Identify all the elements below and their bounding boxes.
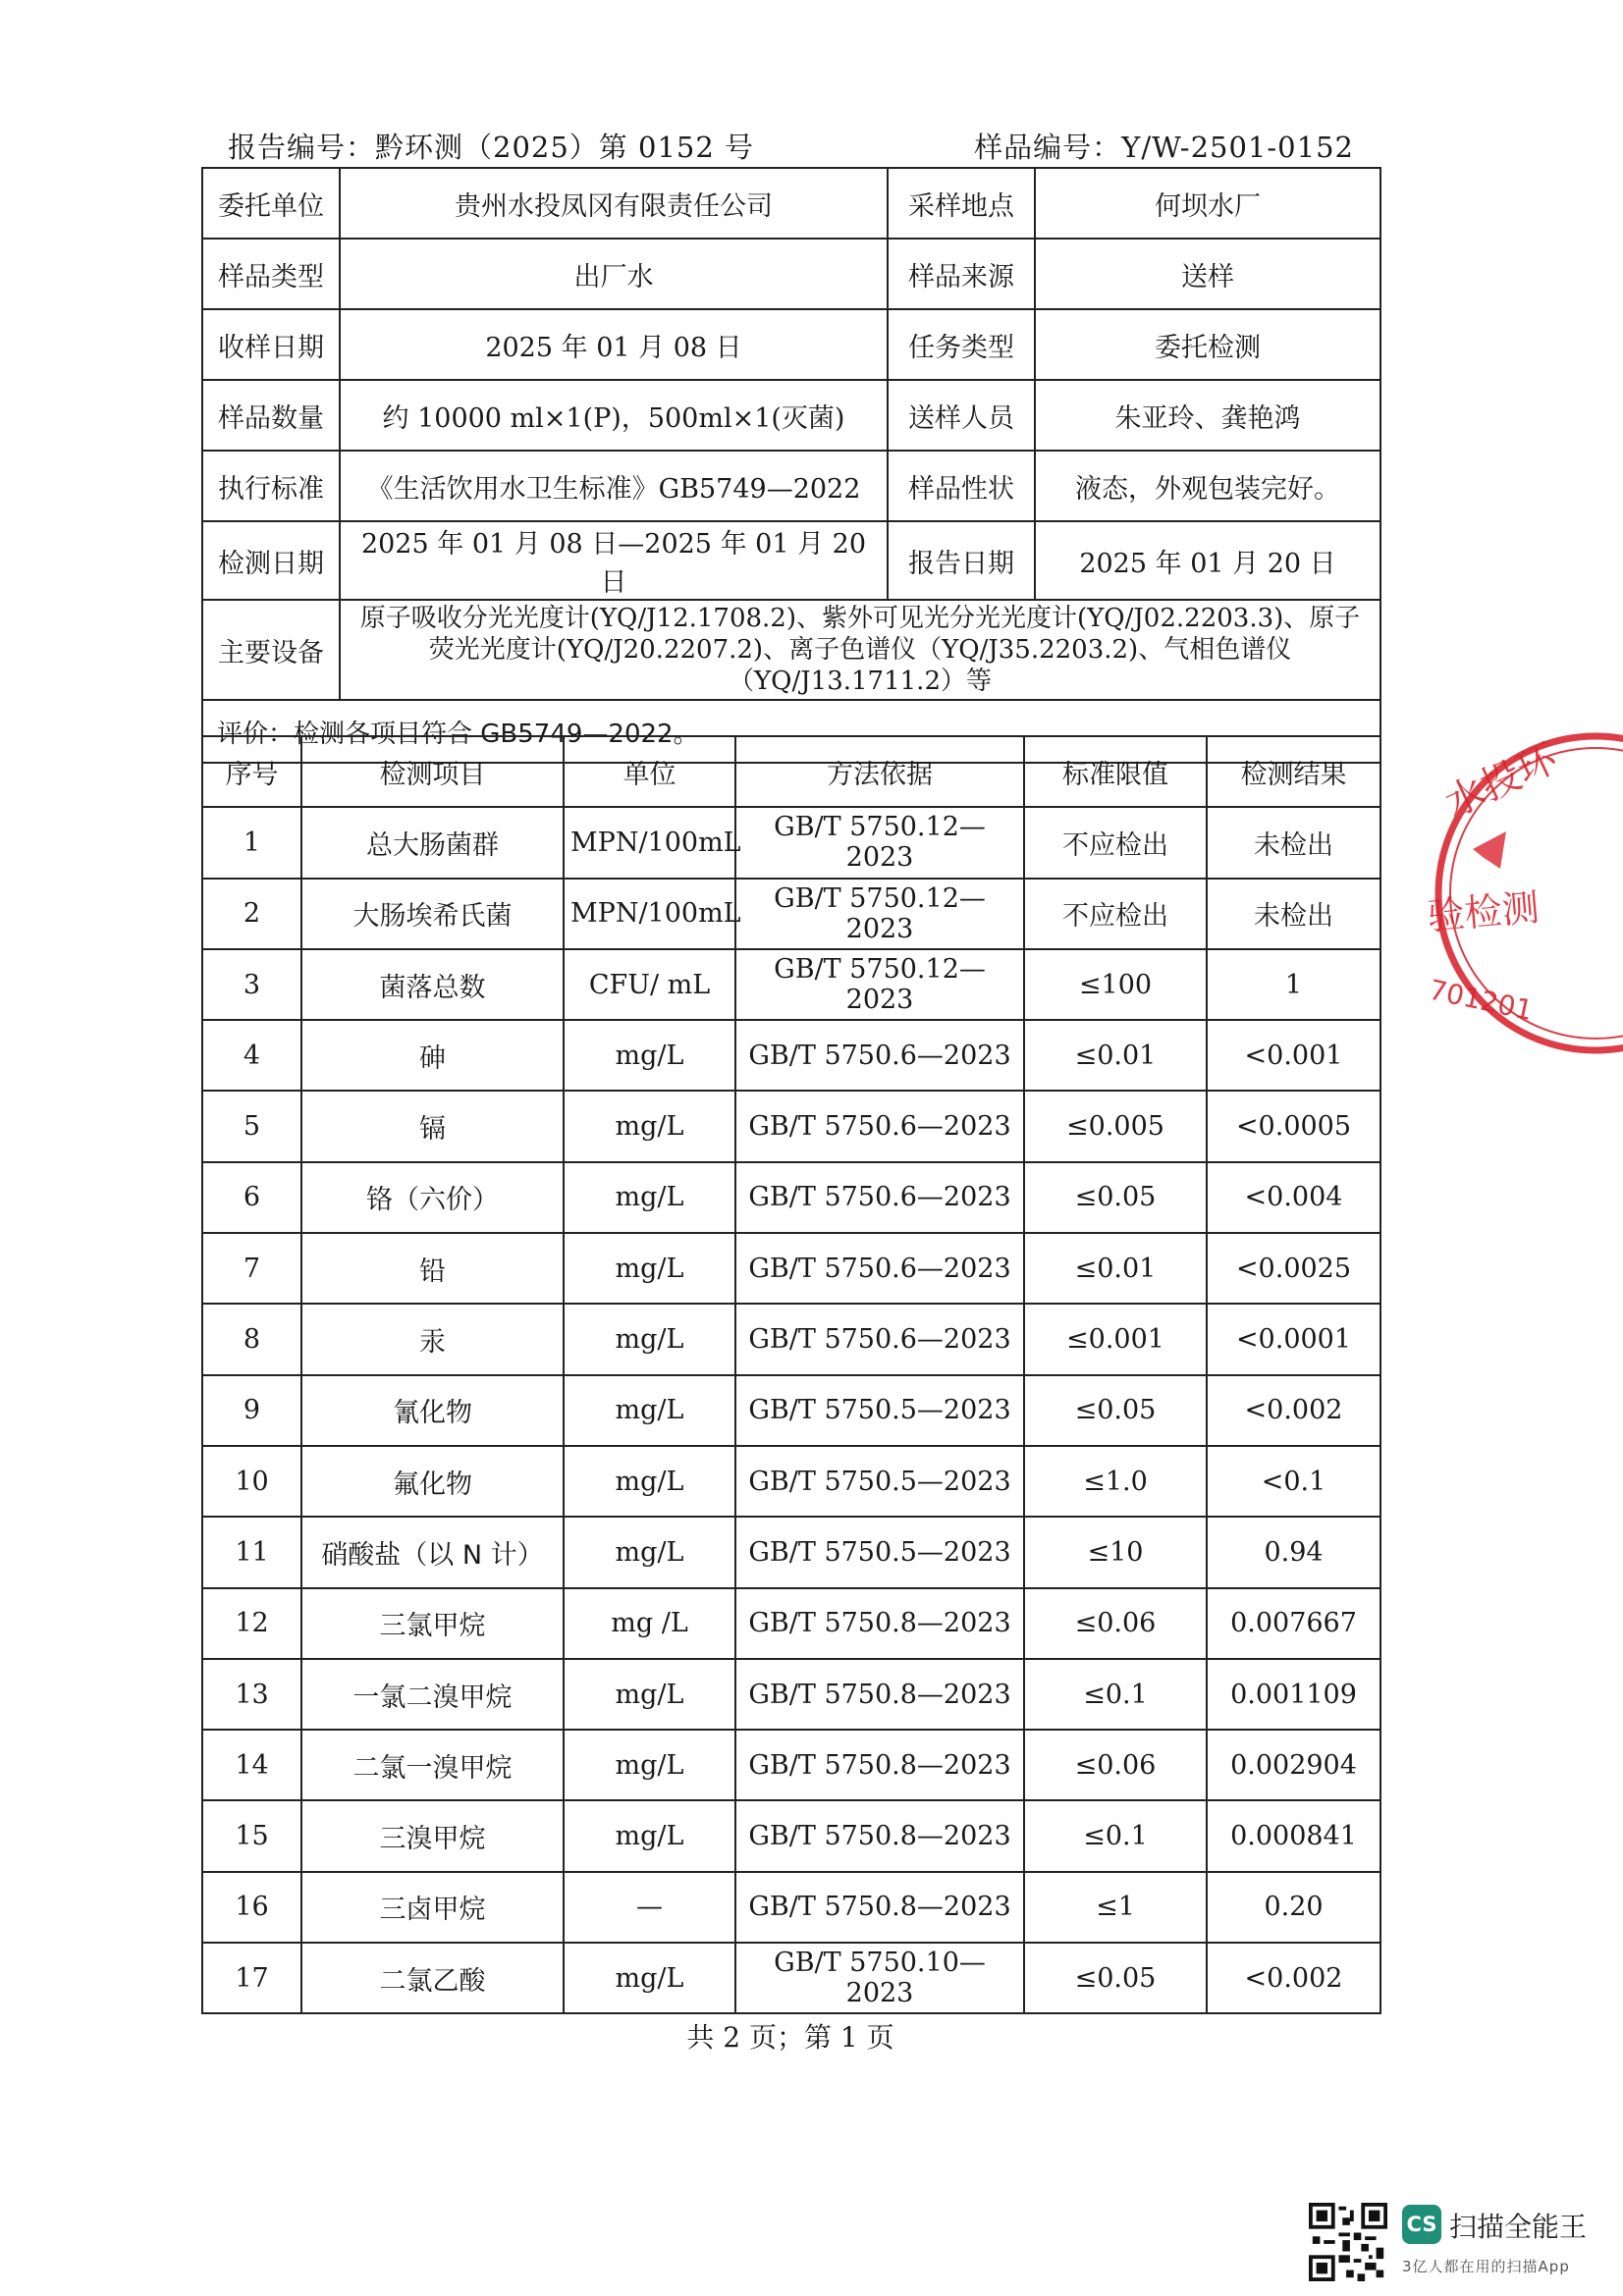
row-index: 11: [202, 1517, 301, 1587]
row-index: 3: [202, 949, 301, 1020]
qr-code-icon: [1309, 2203, 1387, 2281]
row-index: 13: [202, 1659, 301, 1730]
row-item: 氟化物: [301, 1446, 564, 1517]
row-limit: ≤0.06: [1024, 1588, 1207, 1659]
row-unit: mg/L: [564, 1659, 735, 1730]
row-index: 16: [202, 1872, 301, 1943]
row-unit: mg/L: [564, 1446, 735, 1517]
row-result: <0.0025: [1207, 1233, 1380, 1304]
table-row: [202, 949, 1380, 1020]
sample-type-label: 样品类型: [202, 239, 340, 309]
seal-text-2: 验检测: [1425, 885, 1542, 938]
row-item: 二氯一溴甲烷: [301, 1730, 564, 1800]
row-result: 0.001109: [1207, 1659, 1380, 1730]
sample-source-label: 样品来源: [888, 239, 1035, 309]
header-index: 序号: [202, 736, 301, 807]
row-limit: ≤1.0: [1024, 1446, 1207, 1517]
row-method: GB/T 5750.10—2023: [735, 1943, 1024, 2013]
row-result: <0.001: [1207, 1020, 1380, 1091]
row-result: <0.004: [1207, 1162, 1380, 1233]
sender-value: 朱亚玲、龚艳鸿: [1035, 380, 1380, 451]
standard-value: 《生活饮用水卫生标准》GB5749—2022: [340, 451, 888, 521]
header-result: 检测结果: [1207, 736, 1380, 807]
row-index: 9: [202, 1375, 301, 1446]
row-limit: ≤0.001: [1024, 1304, 1207, 1374]
row-limit: ≤10: [1024, 1517, 1207, 1587]
table-row: [202, 879, 1380, 949]
row-limit: ≤0.1: [1024, 1800, 1207, 1871]
row-limit: ≤100: [1024, 949, 1207, 1020]
row-limit: ≤0.05: [1024, 1375, 1207, 1446]
row-index: 7: [202, 1233, 301, 1304]
receive-date-value: 2025 年 01 月 08 日: [340, 309, 888, 380]
row-index: 4: [202, 1020, 301, 1091]
equipment-label: 主要设备: [202, 600, 340, 700]
row-item: 氰化物: [301, 1375, 564, 1446]
row-method: GB/T 5750.8—2023: [735, 1872, 1024, 1943]
receive-date-label: 收样日期: [202, 309, 340, 380]
camscanner-logo-icon: CS: [1402, 2205, 1441, 2244]
row-item: 三卤甲烷: [301, 1872, 564, 1943]
row-item: 镉: [301, 1091, 564, 1161]
row-result: <0.0001: [1207, 1304, 1380, 1374]
row-index: 2: [202, 879, 301, 949]
seal-text-1: 水投环: [1437, 735, 1564, 828]
table-row: [202, 1800, 1380, 1871]
scanner-app-name: 扫描全能王: [1449, 2211, 1588, 2243]
row-unit: mg/L: [564, 1162, 735, 1233]
row-result: <0.1: [1207, 1446, 1380, 1517]
page-footer: 共 2 页；第 1 页: [686, 2021, 894, 2054]
row-method: GB/T 5750.6—2023: [735, 1304, 1024, 1374]
row-unit: MPN/100mL: [564, 807, 735, 878]
row-unit: mg/L: [564, 1375, 735, 1446]
row-result: 0.007667: [1207, 1588, 1380, 1659]
row-limit: ≤0.05: [1024, 1943, 1207, 2013]
row-unit: mg /L: [564, 1588, 735, 1659]
row-item: 铬（六价）: [301, 1162, 564, 1233]
table-row: [202, 1943, 1380, 2013]
row-method: GB/T 5750.8—2023: [735, 1588, 1024, 1659]
site-label: 采样地点: [888, 168, 1035, 239]
table-row: [202, 1091, 1380, 1161]
row-limit: ≤0.1: [1024, 1659, 1207, 1730]
sender-label: 送样人员: [888, 380, 1035, 451]
sample-property-value: 液态，外观包装完好。: [1035, 451, 1380, 521]
header-method: 方法依据: [735, 736, 1024, 807]
row-index: 6: [202, 1162, 301, 1233]
row-limit: ≤0.06: [1024, 1730, 1207, 1800]
equipment-value: 原子吸收分光光度计(YQ/J12.1708.2)、紫外可见光分光光度计(YQ/J02.2203.3)、原子荧光光度计(YQ/J20.2207.2)、离子色谱仪（YQ/J35.2203.2)、气相色谱仪（YQ/J13.1711.2）等: [340, 600, 1380, 700]
table-row: [202, 1233, 1380, 1304]
table-row: [202, 1446, 1380, 1517]
table-row: [202, 1375, 1380, 1446]
row-item: 三溴甲烷: [301, 1800, 564, 1871]
row-item: 总大肠菌群: [301, 807, 564, 878]
row-unit: mg/L: [564, 1730, 735, 1800]
table-row: [202, 1659, 1380, 1730]
row-item: 砷: [301, 1020, 564, 1091]
row-result: <0.0005: [1207, 1091, 1380, 1161]
row-item: 硝酸盐（以 N 计）: [301, 1517, 564, 1587]
row-result: <0.002: [1207, 1943, 1380, 2013]
header-limit: 标准限值: [1024, 736, 1207, 807]
row-index: 8: [202, 1304, 301, 1374]
row-unit: MPN/100mL: [564, 879, 735, 949]
row-item: 三氯甲烷: [301, 1588, 564, 1659]
table-row: [202, 807, 1380, 878]
row-method: GB/T 5750.5—2023: [735, 1446, 1024, 1517]
seal-text-3: 701201: [1426, 973, 1536, 1028]
test-date-label: 检测日期: [202, 521, 340, 600]
client-value: 贵州水投凤冈有限责任公司: [340, 168, 888, 239]
row-item: 二氯乙酸: [301, 1943, 564, 2013]
row-limit: ≤0.005: [1024, 1091, 1207, 1161]
task-type-label: 任务类型: [888, 309, 1035, 380]
row-index: 15: [202, 1800, 301, 1871]
row-limit: ≤0.01: [1024, 1020, 1207, 1091]
report-number: 报告编号：黔环测（2025）第 0152 号: [228, 131, 755, 164]
row-limit: ≤0.05: [1024, 1162, 1207, 1233]
table-row: [202, 1020, 1380, 1091]
row-method: GB/T 5750.5—2023: [735, 1517, 1024, 1587]
table-row: [202, 1304, 1380, 1374]
sample-source-value: 送样: [1035, 239, 1380, 309]
row-result: 0.94: [1207, 1517, 1380, 1587]
row-unit: mg/L: [564, 1517, 735, 1587]
table-row: [202, 1162, 1380, 1233]
row-index: 10: [202, 1446, 301, 1517]
report-date-label: 报告日期: [888, 521, 1035, 600]
row-index: 12: [202, 1588, 301, 1659]
site-value: 何坝水厂: [1035, 168, 1380, 239]
row-unit: CFU/ mL: [564, 949, 735, 1020]
row-limit: 不应检出: [1024, 879, 1207, 949]
scanner-tagline: 3亿人都在用的扫描App: [1402, 2258, 1570, 2275]
table-row: [202, 1730, 1380, 1800]
table-row: [202, 1872, 1380, 1943]
results-header-row: [202, 736, 1380, 807]
sample-number: 样品编号：Y/W-2501-0152: [974, 131, 1354, 164]
header-item: 检测项目: [301, 736, 564, 807]
row-limit: ≤0.01: [1024, 1233, 1207, 1304]
sample-quantity-label: 样品数量: [202, 380, 340, 451]
row-method: GB/T 5750.8—2023: [735, 1730, 1024, 1800]
row-item: 铅: [301, 1233, 564, 1304]
row-result: 未检出: [1207, 807, 1380, 878]
row-item: 汞: [301, 1304, 564, 1374]
row-unit: mg/L: [564, 1943, 735, 2013]
row-index: 14: [202, 1730, 301, 1800]
row-unit: mg/L: [564, 1020, 735, 1091]
row-item: 大肠埃希氏菌: [301, 879, 564, 949]
row-method: GB/T 5750.6—2023: [735, 1091, 1024, 1161]
row-result: <0.002: [1207, 1375, 1380, 1446]
row-result: 0.000841: [1207, 1800, 1380, 1871]
sample-quantity-value: 约 10000 ml×1(P)，500ml×1(灭菌): [340, 380, 888, 451]
row-unit: mg/L: [564, 1304, 735, 1374]
client-label: 委托单位: [202, 168, 340, 239]
header-unit: 单位: [564, 736, 735, 807]
row-method: GB/T 5750.12—2023: [735, 879, 1024, 949]
row-index: 1: [202, 807, 301, 878]
sample-property-label: 样品性状: [888, 451, 1035, 521]
row-method: GB/T 5750.8—2023: [735, 1800, 1024, 1871]
sample-info-table: [201, 167, 1381, 764]
row-method: GB/T 5750.6—2023: [735, 1020, 1024, 1091]
table-row: [202, 1588, 1380, 1659]
standard-label: 执行标准: [202, 451, 340, 521]
results-table: [201, 735, 1381, 2014]
row-result: 0.002904: [1207, 1730, 1380, 1800]
test-date-value: 2025 年 01 月 08 日—2025 年 01 月 20 日: [340, 521, 888, 600]
evaluation: 评价：检测各项目符合 GB5749—2022。: [202, 700, 1380, 763]
row-limit: 不应检出: [1024, 807, 1207, 878]
row-result: 1: [1207, 949, 1380, 1020]
row-method: GB/T 5750.6—2023: [735, 1233, 1024, 1304]
seal-stamp: [1414, 735, 1564, 1045]
row-method: GB/T 5750.6—2023: [735, 1162, 1024, 1233]
row-method: GB/T 5750.12—2023: [735, 807, 1024, 878]
row-limit: ≤1: [1024, 1872, 1207, 1943]
row-index: 5: [202, 1091, 301, 1161]
table-row: [202, 1517, 1380, 1587]
row-item: 一氯二溴甲烷: [301, 1659, 564, 1730]
row-unit: mg/L: [564, 1800, 735, 1871]
row-method: GB/T 5750.8—2023: [735, 1659, 1024, 1730]
task-type-value: 委托检测: [1035, 309, 1380, 380]
row-unit: mg/L: [564, 1233, 735, 1304]
row-index: 17: [202, 1943, 301, 2013]
row-unit: mg/L: [564, 1091, 735, 1161]
report-date-value: 2025 年 01 月 20 日: [1035, 521, 1380, 600]
row-item: 菌落总数: [301, 949, 564, 1020]
row-result: 0.20: [1207, 1872, 1380, 1943]
row-method: GB/T 5750.12—2023: [735, 949, 1024, 1020]
row-result: 未检出: [1207, 879, 1380, 949]
sample-type-value: 出厂水: [340, 239, 888, 309]
row-unit: —: [564, 1872, 735, 1943]
row-method: GB/T 5750.5—2023: [735, 1375, 1024, 1446]
